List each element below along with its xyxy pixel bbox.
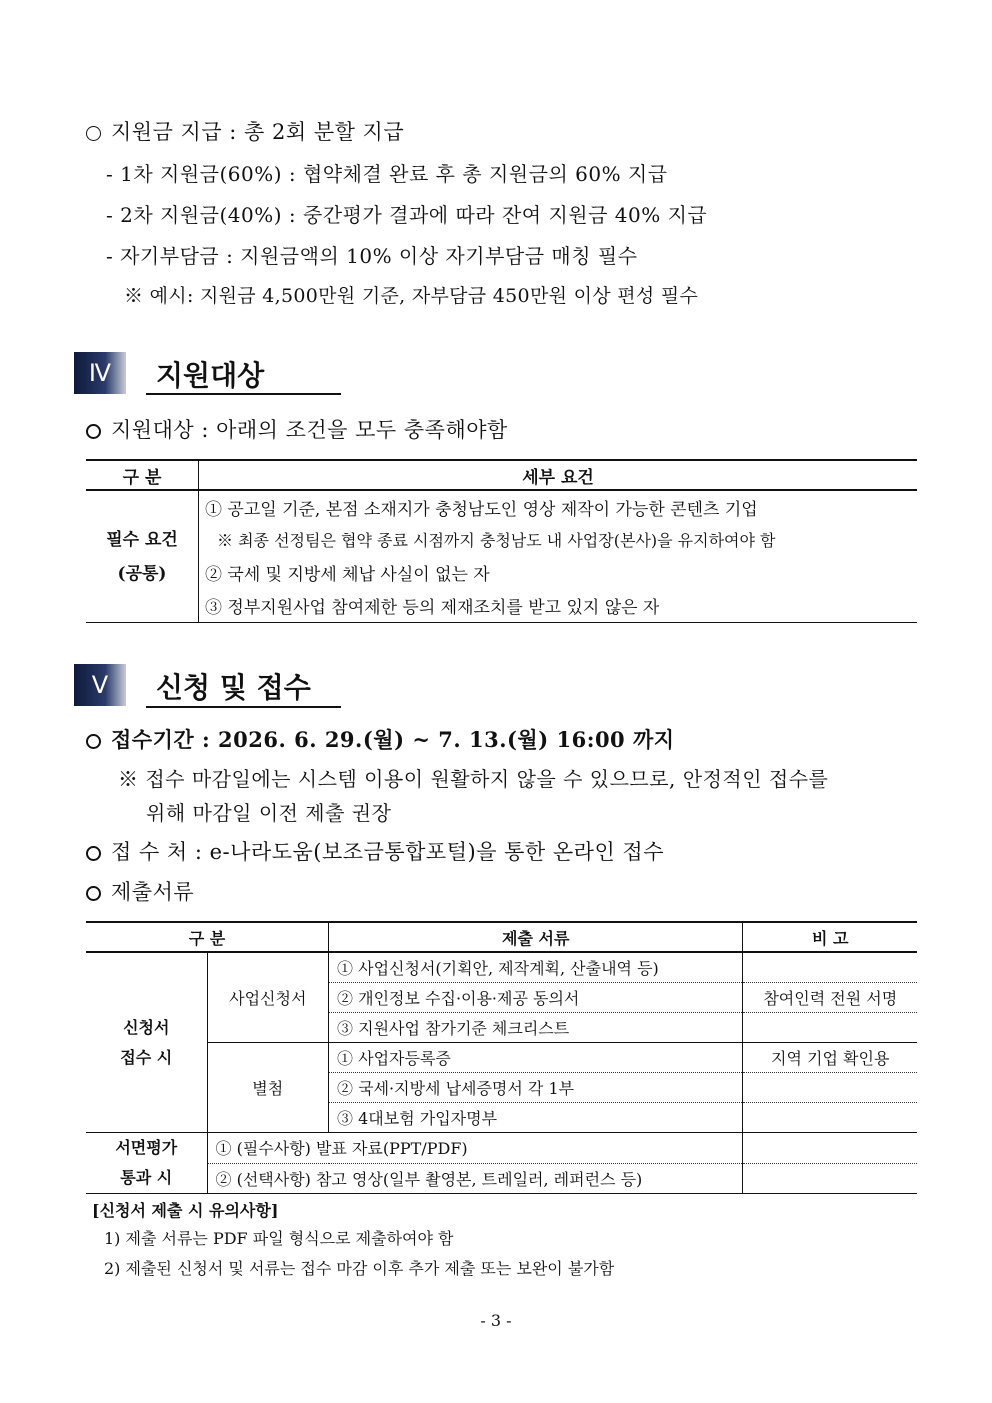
- docs-heading: 제출서류: [86, 876, 194, 906]
- row-label: 필수 요건 (공통): [86, 490, 199, 623]
- page-number: - 3 -: [480, 1311, 512, 1330]
- document-note: [743, 1073, 917, 1103]
- payment-note: ※ 예시: 지원금 4,500만원 기준, 자부담금 450만원 이상 편성 필수: [124, 285, 699, 307]
- document-note: [743, 1133, 917, 1164]
- circle-bullet-icon: [86, 846, 101, 861]
- table-header: 비 고: [743, 922, 917, 952]
- circle-bullet-icon: [86, 126, 101, 141]
- subgroup-label: 별첨: [207, 1043, 329, 1133]
- eligibility-table: [86, 459, 917, 623]
- application-period: 접수기간 : 2026. 6. 29.(월) ~ 7. 13.(월) 16:00 까지: [86, 724, 675, 754]
- section-title: 신청 및 접수: [156, 671, 311, 704]
- group-label: 신청서 접수 시: [86, 952, 207, 1133]
- circle-bullet-icon: [86, 886, 101, 901]
- document-item: ① (필수사항) 발표 자료(PPT/PDF): [207, 1133, 743, 1164]
- table-header: 구 분: [86, 460, 199, 490]
- payment-heading: 지원금 지급 : 총 2회 분할 지급: [86, 116, 404, 146]
- circle-bullet-icon: [86, 734, 101, 749]
- document-item: ② 개인정보 수집·이용·제공 동의서: [329, 983, 743, 1013]
- document-item: ② 국세·지방세 납세증명서 각 1부: [329, 1073, 743, 1103]
- target-lead: 지원대상 : 아래의 조건을 모두 충족해야함: [86, 414, 508, 444]
- document-note: [743, 1013, 917, 1043]
- document-note: 참여인력 전원 서명: [743, 983, 917, 1013]
- payment-item: - 1차 지원금(60%) : 협약체결 완료 후 총 지원금의 60% 지급: [106, 162, 668, 186]
- document-item: ① 사업신청서(기획안, 제작계획, 산출내역 등): [329, 952, 743, 983]
- payment-item: - 2차 지원금(40%) : 중간평가 결과에 따라 잔여 지원금 40% 지급: [106, 203, 708, 227]
- document-item: ② (선택사항) 참고 영상(일부 촬영본, 트레일러, 레퍼런스 등): [207, 1163, 743, 1194]
- subgroup-label: 사업신청서: [207, 952, 329, 1043]
- section-number-badge: Ⅳ: [74, 352, 126, 394]
- document-item: ③ 4대보험 가입자명부: [329, 1103, 743, 1133]
- document-note: 지역 기업 확인용: [743, 1043, 917, 1073]
- application-place: 접 수 처 : e-나라도움(보조금통합포털)을 통한 온라인 접수: [86, 836, 664, 866]
- period-note: ※ 접수 마감일에는 시스템 이용이 원활하지 않을 수 있으므로, 안정적인 접수를: [118, 767, 829, 791]
- document-note: [743, 1103, 917, 1133]
- period-note: 위해 마감일 이전 제출 권장: [146, 801, 392, 825]
- document-note: [743, 1163, 917, 1194]
- document-item: ① 사업자등록증: [329, 1043, 743, 1073]
- section-underline: [146, 393, 341, 395]
- section-title: 지원대상: [156, 359, 265, 392]
- requirement-note: ※ 최종 선정팀은 협약 종료 시점까지 충청남도 내 사업장(본사)을 유지하여야 함: [199, 523, 918, 556]
- requirement-item: ② 국세 및 지방세 체납 사실이 없는 자: [199, 556, 918, 589]
- group-label: 서면평가 통과 시: [86, 1133, 207, 1194]
- circle-bullet-icon: [86, 424, 101, 439]
- caution-item: 2) 제출된 신청서 및 서류는 접수 마감 이후 추가 제출 또는 보완이 불가함: [104, 1259, 615, 1278]
- table-header: 세부 요건: [199, 460, 918, 490]
- section-underline: [146, 706, 341, 708]
- caution-item: 1) 제출 서류는 PDF 파일 형식으로 제출하여야 함: [104, 1229, 454, 1248]
- document-item: ③ 지원사업 참가기준 체크리스트: [329, 1013, 743, 1043]
- payment-item: - 자기부담금 : 지원금액의 10% 이상 자기부담금 매칭 필수: [106, 244, 638, 268]
- table-header: 구 분: [86, 922, 329, 952]
- caution-title: [신청서 제출 시 유의사항]: [92, 1201, 279, 1220]
- section-number-badge: Ⅴ: [74, 664, 126, 706]
- documents-table: [86, 921, 917, 1194]
- requirement-item: ③ 정부지원사업 참여제한 등의 제재조치를 받고 있지 않은 자: [199, 589, 918, 623]
- table-header: 제출 서류: [329, 922, 743, 952]
- requirement-item: ① 공고일 기준, 본점 소재지가 충청남도인 영상 제작이 가능한 콘텐츠 기업: [199, 490, 918, 523]
- document-note: [743, 952, 917, 983]
